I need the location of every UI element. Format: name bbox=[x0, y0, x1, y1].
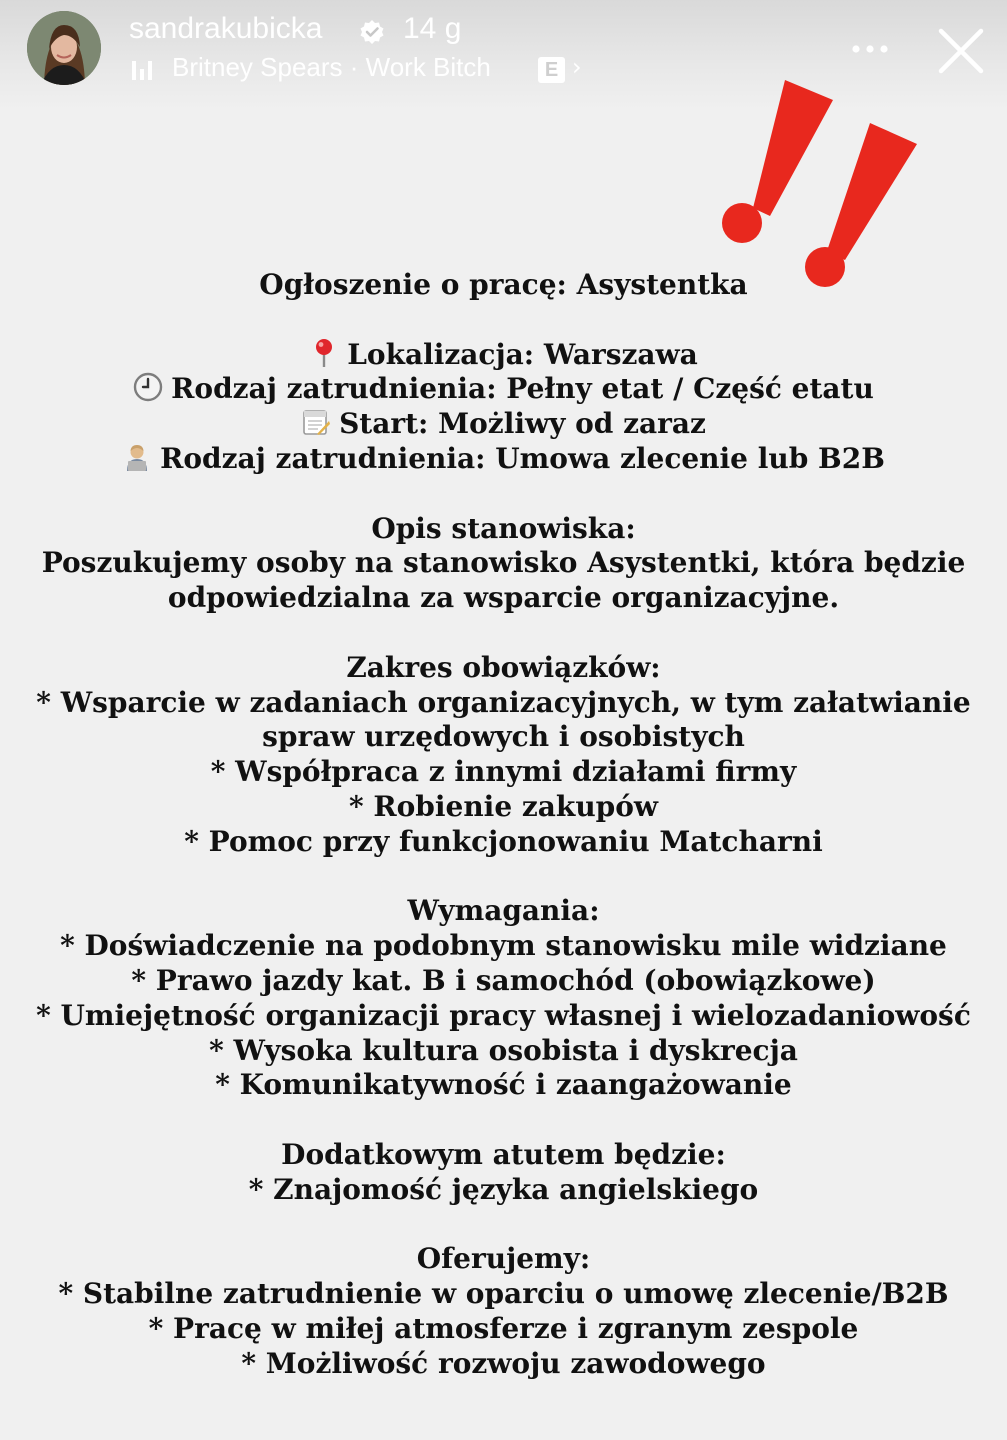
bonus-heading: Dodatkowym atutem będzie: bbox=[281, 1137, 726, 1171]
offer-line: * Możliwość rozwoju zawodowego bbox=[241, 1346, 766, 1380]
requirement-line: * Doświadczenie na podobnym stanowisku mile widziane bbox=[60, 929, 947, 963]
duty-line: * Współpraca z innymi działami firmy bbox=[210, 755, 797, 789]
detail-text: Start: Możliwy od zaraz bbox=[339, 407, 706, 441]
duty-line: spraw urzędowych i osobistych bbox=[262, 720, 745, 754]
offer-line: * Pracę w miłej atmosferze i zgranym zespole bbox=[148, 1311, 859, 1345]
detail-line bbox=[0, 442, 1007, 477]
detail-line bbox=[0, 372, 1007, 407]
requirements-heading: Wymagania: bbox=[407, 894, 600, 928]
duties-heading: Zakres obowiązków: bbox=[346, 650, 661, 684]
description-line: Poszukujemy osoby na stanowisko Asystentki, która będzie bbox=[41, 546, 966, 580]
offer-line: * Stabilne zatrudnienie w oparciu o umowę zlecenie/B2B bbox=[58, 1277, 949, 1311]
posting-title: Ogłoszenie o pracę: Asystentka bbox=[259, 268, 748, 301]
duty-line: * Pomoc przy funkcjonowaniu Matcharni bbox=[184, 824, 823, 858]
clock-icon bbox=[133, 372, 163, 402]
music-track[interactable]: Britney Spears · Work Bitch bbox=[172, 52, 491, 82]
duty-line: * Robienie zakupów bbox=[348, 789, 659, 823]
chevron-right-icon[interactable]: › bbox=[572, 53, 582, 81]
detail-text: Rodzaj zatrudnienia: Pełny etat / Część etatu bbox=[171, 372, 874, 406]
explicit-badge: E bbox=[538, 57, 565, 83]
music-bars-icon bbox=[131, 58, 157, 82]
detail-text: Lokalizacja: Warszawa bbox=[347, 337, 698, 371]
avatar[interactable] bbox=[27, 11, 101, 85]
requirement-line: * Prawo jazdy kat. B i samochód (obowiązkowe) bbox=[131, 963, 876, 997]
requirement-line: * Wysoka kultura osobista i dyskrecja bbox=[209, 1033, 798, 1067]
more-options-icon[interactable] bbox=[850, 42, 890, 56]
description-heading: Opis stanowiska: bbox=[371, 511, 636, 545]
job-posting bbox=[0, 268, 1007, 1382]
requirement-line: * Komunikatywność i zaangażowanie bbox=[215, 1068, 792, 1102]
calendar-icon bbox=[301, 407, 331, 437]
duty-line: * Wsparcie w zadaniach organizacyjnych, w tym załatwianie bbox=[36, 685, 971, 719]
detail-text: Rodzaj zatrudnienia: Umowa zlecenie lub B2B bbox=[160, 441, 885, 475]
close-icon[interactable] bbox=[938, 28, 984, 74]
username[interactable]: sandrakubicka bbox=[129, 12, 323, 45]
verified-badge-icon bbox=[359, 19, 385, 45]
person-laptop-icon bbox=[122, 442, 152, 472]
description-line: odpowiedzialna za wsparcie organizacyjne. bbox=[167, 581, 840, 615]
requirement-line: * Umiejętność organizacji pracy własnej i wielozadaniowość bbox=[36, 998, 971, 1032]
avatar-image bbox=[27, 11, 101, 85]
offer-heading: Oferujemy: bbox=[416, 1242, 591, 1276]
detail-line bbox=[0, 407, 1007, 442]
bonus-line: * Znajomość języka angielskiego bbox=[248, 1172, 759, 1206]
double-exclamation-icon bbox=[715, 78, 925, 293]
detail-line bbox=[0, 338, 1007, 373]
post-time: 14 g bbox=[403, 12, 462, 45]
pin-icon bbox=[309, 338, 339, 368]
